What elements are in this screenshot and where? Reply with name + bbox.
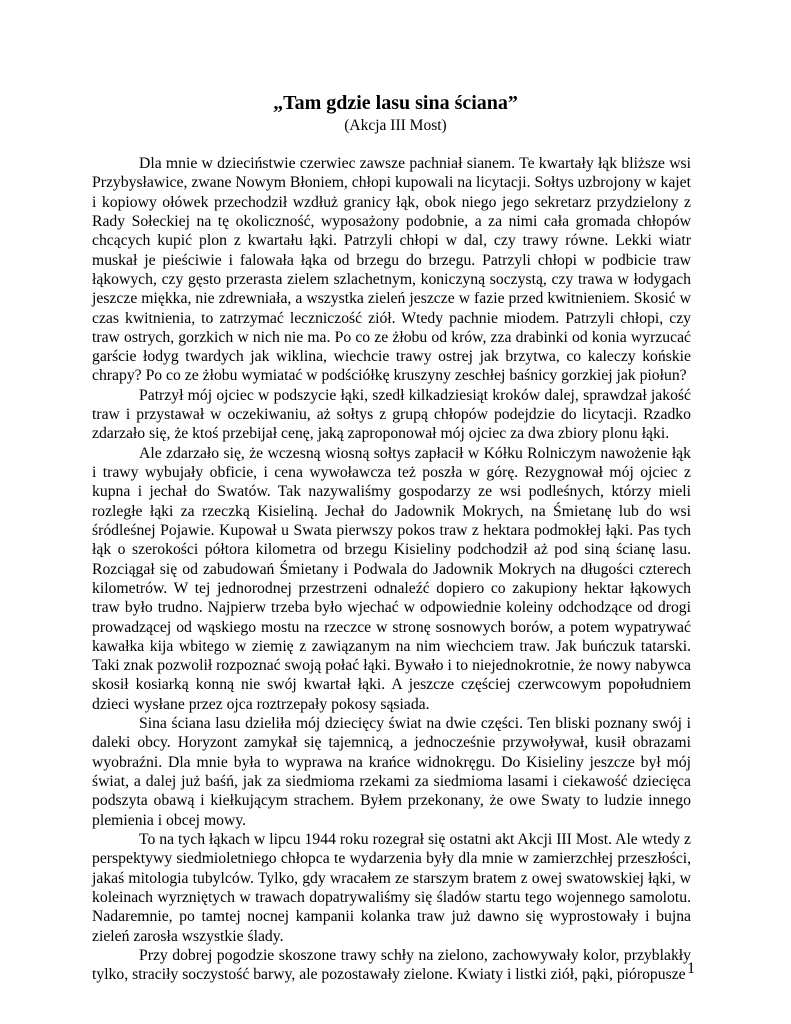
document-body [92, 154, 691, 984]
paragraph: Przy dobrej pogodzie skoszone trawy schły na zielono, zachowywały kolor, przyblakły tylko, straciły soczystość barwy, ale pozostawały zielone. Kwiaty i listki ziół, pąki, pióropusze [92, 946, 691, 984]
paragraph: Ale zdarzało się, że wczesną wiosną sołtys zapłacił w Kółku Rolniczym nawożenie łąk i trawy wybujały obficie, i cena wywoławcza też poszła w górę. Rezygnował mój ojciec z kupna i jechał do Swatów. Tak nazywaliśmy gospodarzy ze wsi podleśnych, którzy mieli rozległe łąki za rzeczką Kisieliną. Jechał do Jadownik Mokrych, na Śmietanę lub do wsi śródleśnej Pojawie. Kupował u Swata pierwszy pokos traw z hektara podmokłej łąki. Pas tych łąk o szerokości półtora kilometra od brzegu Kisieliny podchodził aż pod siną ścianę lasu. Rozciągał się od zabudowań Śmietany i Podwala do Jadownik Mokrych na długości czterech kilometrów. W tej jednorodnej przestrzeni odnaleźć dopiero co zakupiony hektar łąkowych traw było trudno. Najpierw trzeba było wjechać w odpowiednie koleiny odchodzące od drogi prowadzącej od wąskiego mostu na rzeczce w stronę sosnowych borów, a potem wypatrywać kawałka kija wbitego w ziemię z zawiązanym na nim wiechciem traw. Jak buńczuk tatarski. Taki znak pozwolił rozpoznać swoją połać łąki. Bywało i to niejednokrotnie, że nowy nabywca skosił kosiarką konną nie swój kwartał łąki. A jeszcze częściej czerwcowym popołudniem dzieci wysłane przez ojca roztrzepały pokosy sąsiada. [92, 444, 691, 713]
page-number: 1 [687, 960, 695, 977]
paragraph: Sina ściana lasu dzieliła mój dziecięcy świat na dwie części. Ten bliski poznany swój i daleki obcy. Horyzont zamykał się tajemnicą, a jednocześnie przywoływał, kusił obrazami wyobraźni. Dla mnie była to wyprawa na krańce widnokręgu. Do Kisieliny jeszcze był mój świat, a dalej już baśń, jak za siedmioma rzekami za siedmioma lasami i ciekawość dziecięca podszyta obawą i kiełkującym strachem. Byłem przekonany, że owe Swaty to ludzie innego plemienia i obcej mowy. [92, 715, 691, 829]
paragraph: Patrzył mój ojciec w podszycie łąki, szedł kilkadziesiąt kroków dalej, sprawdzał jakość traw i przystawał w oczekiwaniu, aż sołtys z grupą chłopów podejdzie do licytacji. Rzadko zdarzało się, że ktoś przebijał cenę, jaką zaproponował mój ojciec za dwa zbiory plonu łąki. [92, 386, 691, 443]
paragraph: To na tych łąkach w lipcu 1944 roku rozegrał się ostatni akt Akcji III Most. Ale wtedy z perspektywy siedmioletniego chłopca te wydarzenia były dla mnie w zamierzchłej przeszłości, jakaś mitologia tubylców. Tylko, gdy wracałem ze starszym bratem z owej swatowskiej łąki, w koleinach wyrzniętych w trawach dopatrywaliśmy się śladów startu tego wojennego samolotu. Nadaremnie, po tamtej nocnej kampanii kolanka traw już dawno się wyprostowały i bujna zieleń zarosła wszystkie ślady. [92, 830, 691, 945]
document-subtitle: (Akcja III Most) [344, 117, 447, 134]
document-title: „Tam gdzie lasu sina ściana” [273, 92, 518, 114]
paragraph: Dla mnie w dzieciństwie czerwiec zawsze pachniał sianem. Te kwartały łąk bliższe wsi Przybysławice, zwane Nowym Błoniem, chłopi kupowali na licytacji. Sołtys uzbrojony w kajet i kopiowy ołówek przechodził wzdłuż granicy łąk, obok niego jego sekretarz przydzielony z Rady Sołeckiej na tę okoliczność, wyposażony podobnie, a za nimi cała gromada chłopów chcących kupić plon z kwartału łąki. Patrzyli chłopi w dal, czy trawy równe. Lekki wiatr muskał je pieściwie i falowała łąka od brzegu do brzegu. Patrzyli chłopi w podbicie traw łąkowych, czy gęsto przerasta zielem szlachetnym, koniczyną soczystą, czy trawa w łodygach jeszcze miękka, nie zdrewniała, a wszystka zieleń jeszcze w fazie przed kwitnieniem. Skosić w czas kwitnienia, to zatrzymać leczniczość ziół. Wtedy pachnie miodem. Patrzyli chłopi, czy traw ostrych, gorzkich w nich nie ma. Po co ze żłobu od krów, zza drabinki od konia wyrzucać garście łodyg twardych jak wiklina, wiechcie trawy ostrej jak brzytwa, co kaleczy końskie chrapy? Po co ze żłobu wymiatać w podściółkę kruszyny zeschłej baśnicy gorzkiej jak piołun? [92, 155, 691, 385]
